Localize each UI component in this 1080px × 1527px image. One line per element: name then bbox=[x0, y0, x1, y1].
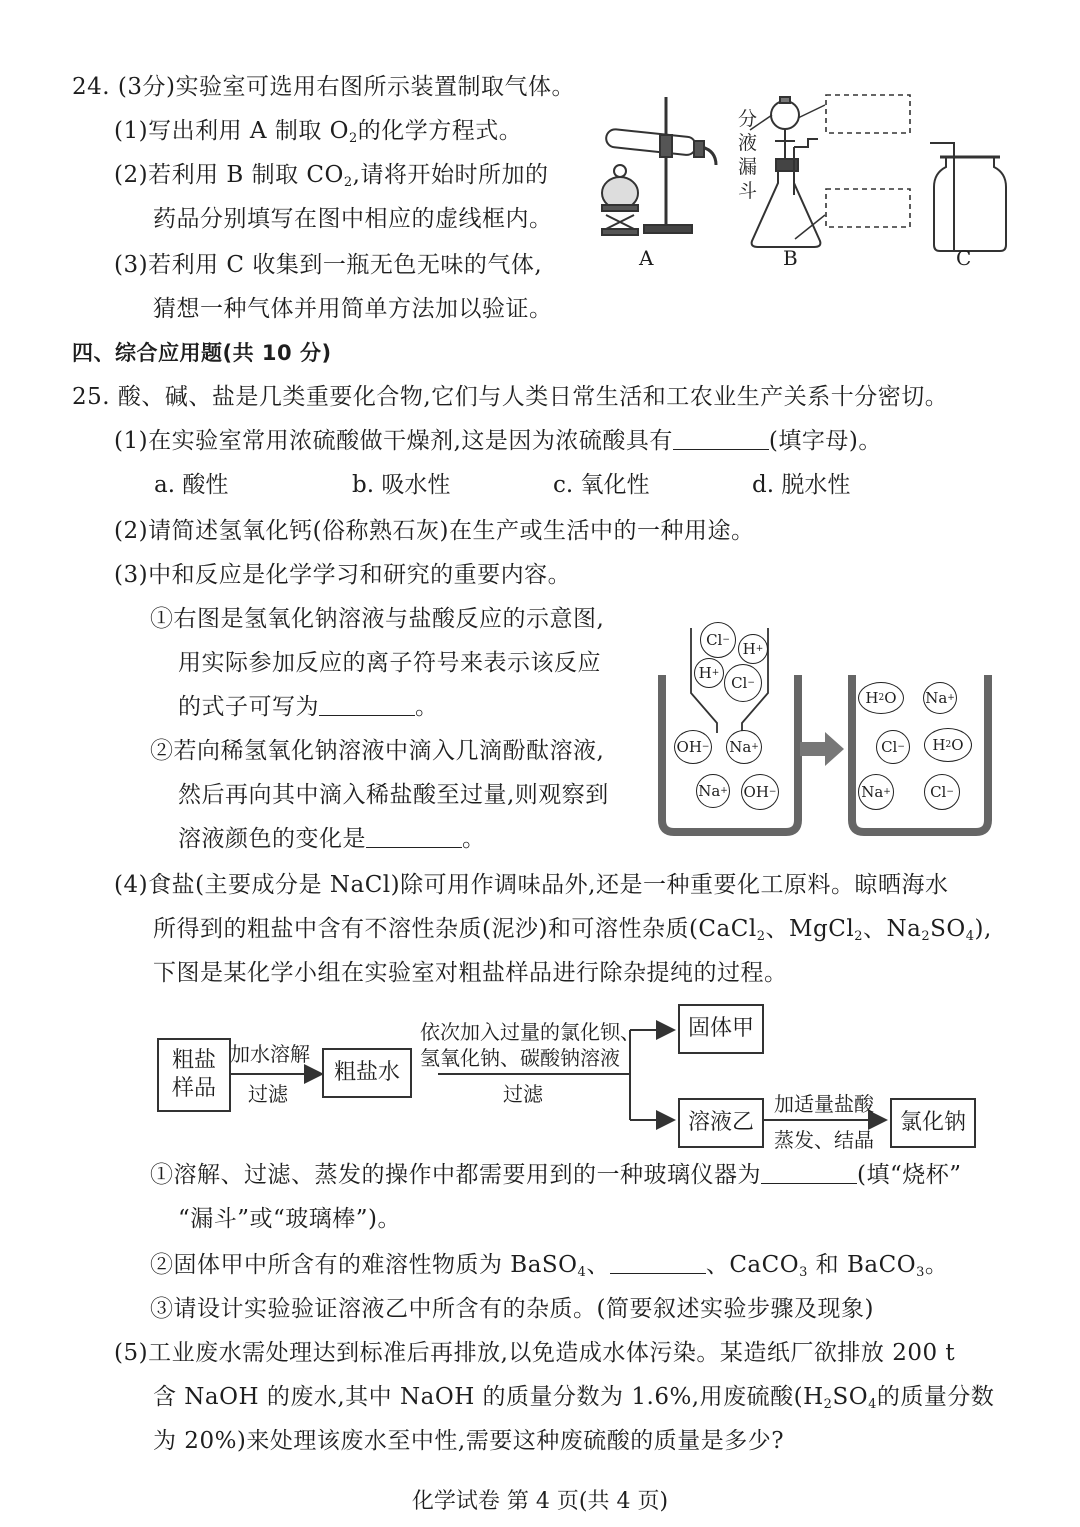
ion-h: H + bbox=[694, 658, 724, 688]
apparatus-label-b: B bbox=[783, 246, 798, 270]
q24-sub1: (1)写出利用 A 制取 $O_2$的化学方程式。 bbox=[114, 118, 523, 146]
q25-p3: (3)中和反应是化学学习和研究的重要内容。 bbox=[114, 562, 572, 588]
q25-p3-i1-l3: 的式子可写为 。 bbox=[178, 694, 439, 720]
flow-box-nacl: 氯化钠 bbox=[890, 1098, 976, 1148]
q24-sub2: (2)若利用 B 制取 $CO_2$,请将开始时所加的 bbox=[114, 162, 549, 190]
ion-oh: OH − bbox=[674, 730, 712, 764]
option-a: a. 酸性 bbox=[154, 472, 229, 498]
arrow-icon bbox=[800, 732, 844, 766]
ion-cl: Cl − bbox=[700, 622, 736, 658]
q25-p4-l1: (4)食盐(主要成分是 NaCl)除可用作调味品外,还是一种重要化工原料。晾晒海水 bbox=[114, 872, 949, 898]
apparatus-c-icon bbox=[930, 143, 1006, 251]
ion-cl: Cl − bbox=[924, 774, 960, 810]
flow-box-solid-a: 固体甲 bbox=[678, 1004, 764, 1054]
q24-header-text: (3分)实验室可选用右图所示装置制取气体。 bbox=[117, 74, 575, 100]
flow-box-solution-b: 溶液乙 bbox=[678, 1098, 764, 1148]
q24-header bbox=[72, 72, 575, 102]
q25-p4-l3: 下图是某化学小组在实验室对粗盐样品进行除杂提纯的过程。 bbox=[153, 960, 788, 986]
answer-blank[interactable] bbox=[319, 693, 415, 716]
page-footer: 化学试卷 第 4 页(共 4 页) bbox=[411, 1489, 669, 1514]
flow-label: 加适量盐酸 bbox=[774, 1092, 874, 1116]
q24-sub2-line2: 药品分别填写在图中相应的虚线框内。 bbox=[153, 206, 553, 232]
ion-cl: Cl − bbox=[724, 664, 762, 702]
ion-na: Na + bbox=[923, 682, 957, 714]
apparatus-a-icon bbox=[602, 97, 716, 235]
q25-p5-l2: 含 NaOH 的废水,其中 NaOH 的质量分数为 1.6%,用废硫酸($H_2SO_4$的质量分数 bbox=[153, 1384, 995, 1412]
option-b: b. 吸水性 bbox=[352, 472, 451, 498]
molecule-h2o: H 2 O bbox=[924, 728, 972, 762]
funnel-label-1: 分 bbox=[738, 108, 758, 130]
flow-label: 氢氧化钠、碳酸钠溶液 bbox=[420, 1046, 620, 1070]
svg-text:液: 液 bbox=[738, 132, 758, 154]
ion-na: Na + bbox=[696, 774, 730, 808]
q25-p4-s1-l2: “漏斗”或“玻璃棒”)。 bbox=[178, 1206, 402, 1232]
q24-sub3: (3)若利用 C 收集到一瓶无色无味的气体, bbox=[114, 252, 543, 278]
q25-p4-s2: ②固体甲中所含有的难溶性物质为 BaSO$_4$、 、CaCO$_3$ 和 BaCO$_3$。 bbox=[150, 1252, 949, 1280]
apparatus-label-c: C bbox=[956, 246, 972, 270]
q24-number: 24. bbox=[72, 74, 111, 100]
flow-label: 过滤 bbox=[503, 1082, 543, 1106]
flow-label: 依次加入过量的氯化钡、 bbox=[420, 1020, 640, 1044]
q25-p4-s3: ③请设计实验验证溶液乙中所含有的杂质。(简要叙述实验步骤及现象) bbox=[150, 1296, 874, 1322]
q25-p5-l3: 为 20%)来处理该废水至中性,需要这种废硫酸的质量是多少? bbox=[153, 1428, 785, 1454]
ion-h: H + bbox=[738, 634, 768, 664]
q25-p3-i2-l2: 然后再向其中滴入稀盐酸至过量,则观察到 bbox=[178, 782, 609, 808]
q25-p5-l1: (5)工业废水需处理达到标准后再排放,以免造成水体污染。某造纸厂欲排放 200 t bbox=[114, 1340, 956, 1366]
ion-na: Na + bbox=[858, 774, 894, 810]
section-title: 四、综合应用题(共 10 分) bbox=[72, 341, 332, 365]
q25-p3-i2-l3: 溶液颜色的变化是 。 bbox=[178, 826, 486, 852]
flow-box-crude-salt: 粗盐样品 bbox=[157, 1038, 231, 1112]
ion-cl: Cl − bbox=[876, 730, 910, 764]
q25-p1: (1)在实验室常用浓硫酸做干燥剂,这是因为浓硫酸具有 (填字母)。 bbox=[114, 428, 882, 454]
q25-p3-i1-l1: ①右图是氢氧化钠溶液与盐酸反应的示意图, bbox=[150, 606, 605, 632]
q25-p4-s1: ①溶解、过滤、蒸发的操作中都需要用到的一种玻璃仪器为 (填“烧杯” bbox=[150, 1162, 962, 1188]
option-d: d. 脱水性 bbox=[752, 472, 851, 498]
ion-oh: OH − bbox=[741, 774, 779, 810]
apparatus-label-a: A bbox=[639, 246, 654, 270]
apparatus-b-icon bbox=[750, 95, 910, 247]
flow-box-brine: 粗盐水 bbox=[322, 1048, 412, 1098]
q25-p4-l2: 所得到的粗盐中含有不溶性杂质(泥沙)和可溶性杂质(CaCl$_2$、MgCl$_2$、$Na_2SO_4$), bbox=[153, 916, 992, 944]
svg-text:斗: 斗 bbox=[738, 180, 758, 202]
q24-sub3-line2: 猜想一种气体并用简单方法加以验证。 bbox=[153, 296, 553, 322]
molecule-h2o: H 2 O bbox=[858, 682, 904, 714]
answer-blank[interactable] bbox=[761, 1161, 857, 1184]
q25-p3-i1-l2: 用实际参加反应的离子符号来表示该反应 bbox=[178, 650, 601, 676]
flow-label: 蒸发、结晶 bbox=[774, 1128, 874, 1152]
answer-blank[interactable] bbox=[673, 427, 769, 450]
answer-blank[interactable] bbox=[610, 1251, 706, 1274]
flow-label: 过滤 bbox=[248, 1082, 288, 1106]
option-c: c. 氧化性 bbox=[553, 472, 650, 498]
answer-blank[interactable] bbox=[366, 825, 462, 848]
q25-intro: 25. 酸、碱、盐是几类重要化合物,它们与人类日常生活和工农业生产关系十分密切。 bbox=[72, 384, 949, 410]
q25-p2: (2)请简述氢氧化钙(俗称熟石灰)在生产或生活中的一种用途。 bbox=[114, 518, 755, 544]
svg-text:漏: 漏 bbox=[738, 156, 758, 178]
q25-p3-i2-l1: ②若向稀氢氧化钠溶液中滴入几滴酚酞溶液, bbox=[150, 738, 605, 764]
ion-na: Na + bbox=[726, 730, 762, 764]
flow-label: 加水溶解 bbox=[230, 1042, 310, 1066]
